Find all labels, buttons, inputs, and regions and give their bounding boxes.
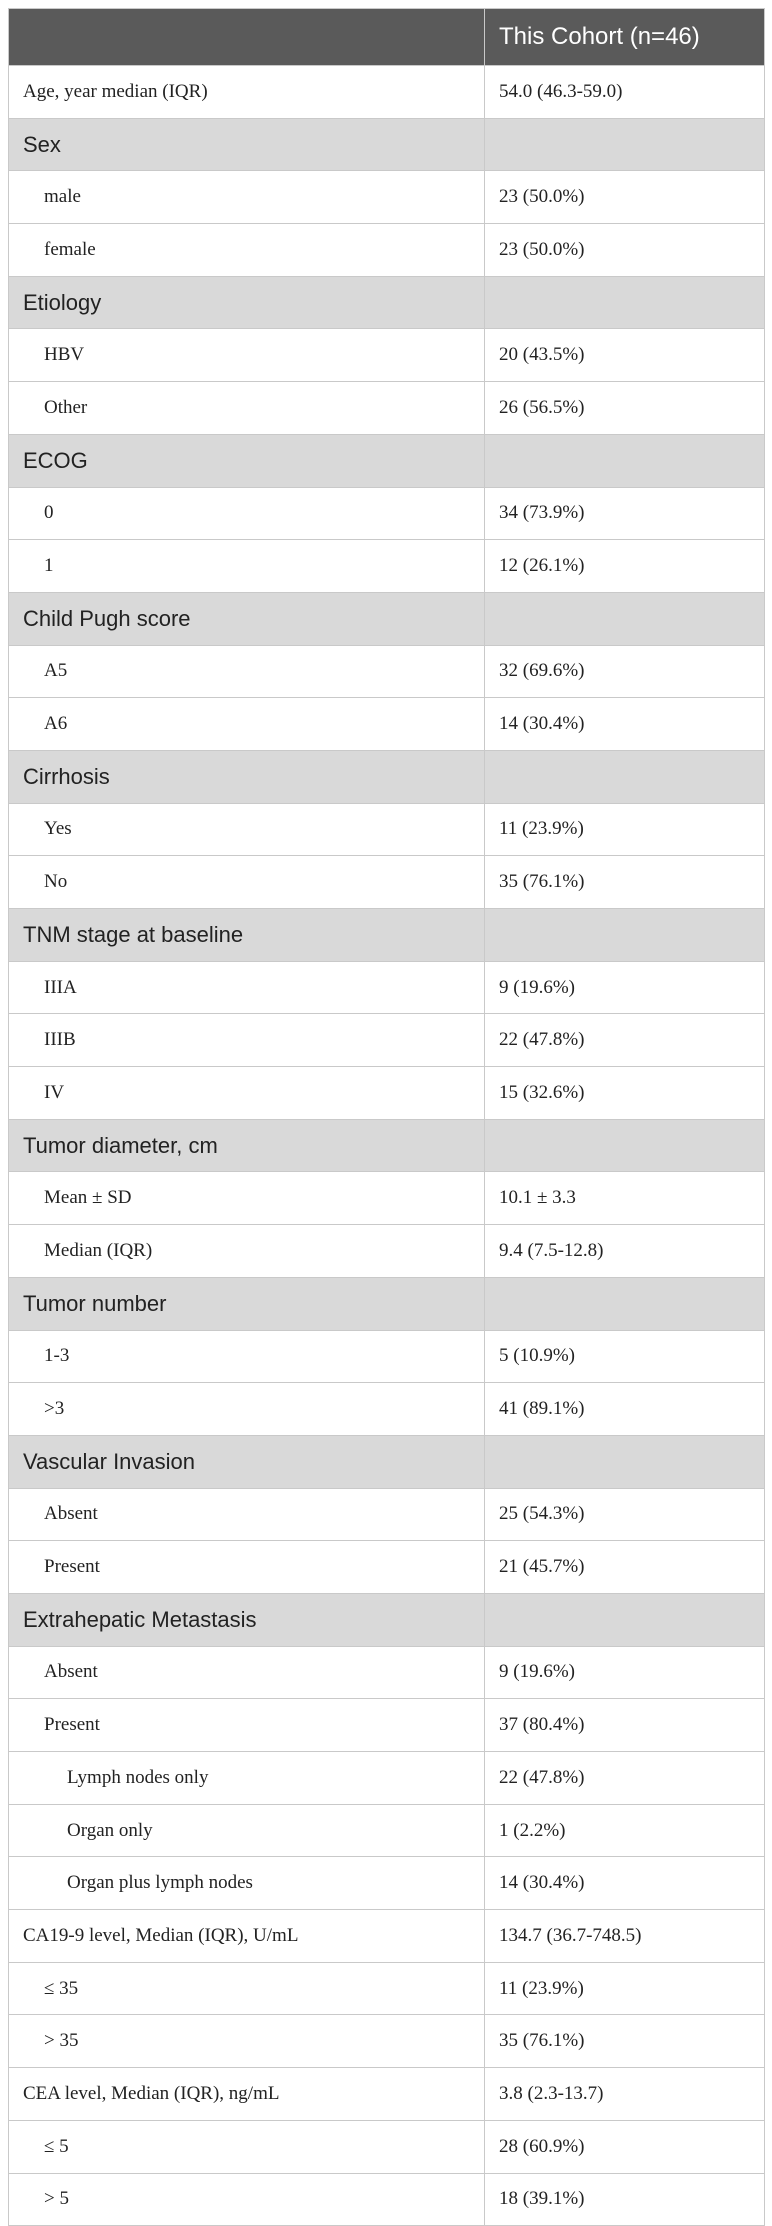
row-label: Median (IQR) [9, 1225, 485, 1278]
table-row [9, 1541, 765, 1594]
row-label: Mean ± SD [9, 1172, 485, 1225]
table-row [9, 1857, 765, 1910]
section-blank [485, 592, 765, 645]
table-row [9, 1014, 765, 1067]
row-value: 23 (50.0%) [485, 224, 765, 277]
section-label: ECOG [9, 434, 485, 487]
section-label: Sex [9, 118, 485, 171]
section-blank [485, 1119, 765, 1172]
row-value: 5 (10.9%) [485, 1330, 765, 1383]
table-row [9, 856, 765, 909]
row-label: ≤ 5 [9, 2120, 485, 2173]
row-value: 1 (2.2%) [485, 1804, 765, 1857]
section-header-row [9, 909, 765, 962]
row-label: Organ only [9, 1804, 485, 1857]
row-label: Present [9, 1541, 485, 1594]
row-value: 9.4 (7.5-12.8) [485, 1225, 765, 1278]
row-value: 21 (45.7%) [485, 1541, 765, 1594]
row-value: 34 (73.9%) [485, 487, 765, 540]
table-row [9, 1910, 765, 1963]
row-value: 10.1 ± 3.3 [485, 1172, 765, 1225]
table-row [9, 540, 765, 593]
row-label: A5 [9, 645, 485, 698]
table-row [9, 1752, 765, 1805]
table-row [9, 382, 765, 435]
section-blank [485, 1435, 765, 1488]
section-blank [485, 909, 765, 962]
table-row [9, 329, 765, 382]
table-row [9, 1225, 765, 1278]
row-value: 41 (89.1%) [485, 1383, 765, 1436]
row-label: Organ plus lymph nodes [9, 1857, 485, 1910]
row-value: 134.7 (36.7-748.5) [485, 1910, 765, 1963]
cohort-characteristics-table [8, 8, 765, 2226]
row-value: 22 (47.8%) [485, 1752, 765, 1805]
table-row [9, 698, 765, 751]
section-header-row [9, 592, 765, 645]
row-value: 25 (54.3%) [485, 1488, 765, 1541]
row-value: 11 (23.9%) [485, 1962, 765, 2015]
row-label: Lymph nodes only [9, 1752, 485, 1805]
row-label: ≤ 35 [9, 1962, 485, 2015]
row-label: 0 [9, 487, 485, 540]
section-header-row [9, 750, 765, 803]
section-header-row [9, 1435, 765, 1488]
table-row [9, 1383, 765, 1436]
section-header-row [9, 1277, 765, 1330]
section-header-row [9, 276, 765, 329]
section-header-row [9, 1593, 765, 1646]
table-row [9, 1804, 765, 1857]
section-blank [485, 276, 765, 329]
row-label: IIIB [9, 1014, 485, 1067]
row-value: 15 (32.6%) [485, 1067, 765, 1120]
row-label: >3 [9, 1383, 485, 1436]
section-label: Child Pugh score [9, 592, 485, 645]
row-label: female [9, 224, 485, 277]
section-blank [485, 1593, 765, 1646]
row-value: 22 (47.8%) [485, 1014, 765, 1067]
row-label: Absent [9, 1488, 485, 1541]
row-value: 14 (30.4%) [485, 1857, 765, 1910]
row-label: Yes [9, 803, 485, 856]
table-row [9, 1646, 765, 1699]
row-value: 23 (50.0%) [485, 171, 765, 224]
header-cohort-cell: This Cohort (n=46) [485, 9, 765, 66]
table-row [9, 1699, 765, 1752]
table-row [9, 2173, 765, 2226]
table-row [9, 1330, 765, 1383]
row-label: > 35 [9, 2015, 485, 2068]
row-label: 1-3 [9, 1330, 485, 1383]
row-value: 12 (26.1%) [485, 540, 765, 593]
table-row [9, 171, 765, 224]
row-label: male [9, 171, 485, 224]
row-value: 54.0 (46.3-59.0) [485, 66, 765, 119]
section-blank [485, 750, 765, 803]
section-label: Etiology [9, 276, 485, 329]
row-label: HBV [9, 329, 485, 382]
row-label: Age, year median (IQR) [9, 66, 485, 119]
row-label: IIIA [9, 961, 485, 1014]
table-row [9, 961, 765, 1014]
section-label: Extrahepatic Metastasis [9, 1593, 485, 1646]
table-row [9, 1172, 765, 1225]
row-value: 14 (30.4%) [485, 698, 765, 751]
table-row [9, 2015, 765, 2068]
section-header-row [9, 434, 765, 487]
table-row [9, 1488, 765, 1541]
section-header-row [9, 1119, 765, 1172]
table-row [9, 2068, 765, 2121]
row-label: A6 [9, 698, 485, 751]
row-value: 11 (23.9%) [485, 803, 765, 856]
row-label: Other [9, 382, 485, 435]
row-label: Absent [9, 1646, 485, 1699]
section-label: Cirrhosis [9, 750, 485, 803]
row-label: IV [9, 1067, 485, 1120]
table-row [9, 224, 765, 277]
table-header-row [9, 9, 765, 66]
row-value: 32 (69.6%) [485, 645, 765, 698]
row-value: 9 (19.6%) [485, 1646, 765, 1699]
section-label: Tumor number [9, 1277, 485, 1330]
section-blank [485, 434, 765, 487]
row-value: 28 (60.9%) [485, 2120, 765, 2173]
section-label: Vascular Invasion [9, 1435, 485, 1488]
row-value: 20 (43.5%) [485, 329, 765, 382]
section-blank [485, 118, 765, 171]
table-row [9, 1067, 765, 1120]
row-label: CA19-9 level, Median (IQR), U/mL [9, 1910, 485, 1963]
row-label: No [9, 856, 485, 909]
row-value: 3.8 (2.3-13.7) [485, 2068, 765, 2121]
row-label: 1 [9, 540, 485, 593]
table-row [9, 1962, 765, 2015]
row-value: 9 (19.6%) [485, 961, 765, 1014]
row-value: 18 (39.1%) [485, 2173, 765, 2226]
table-row [9, 487, 765, 540]
table-row [9, 2120, 765, 2173]
section-label: TNM stage at baseline [9, 909, 485, 962]
row-value: 26 (56.5%) [485, 382, 765, 435]
table-row [9, 66, 765, 119]
row-value: 35 (76.1%) [485, 2015, 765, 2068]
row-label: > 5 [9, 2173, 485, 2226]
section-blank [485, 1277, 765, 1330]
row-value: 35 (76.1%) [485, 856, 765, 909]
header-label-cell [9, 9, 485, 66]
section-label: Tumor diameter, cm [9, 1119, 485, 1172]
table-row [9, 803, 765, 856]
section-header-row [9, 118, 765, 171]
row-value: 37 (80.4%) [485, 1699, 765, 1752]
row-label: Present [9, 1699, 485, 1752]
row-label: CEA level, Median (IQR), ng/mL [9, 2068, 485, 2121]
table-row [9, 645, 765, 698]
